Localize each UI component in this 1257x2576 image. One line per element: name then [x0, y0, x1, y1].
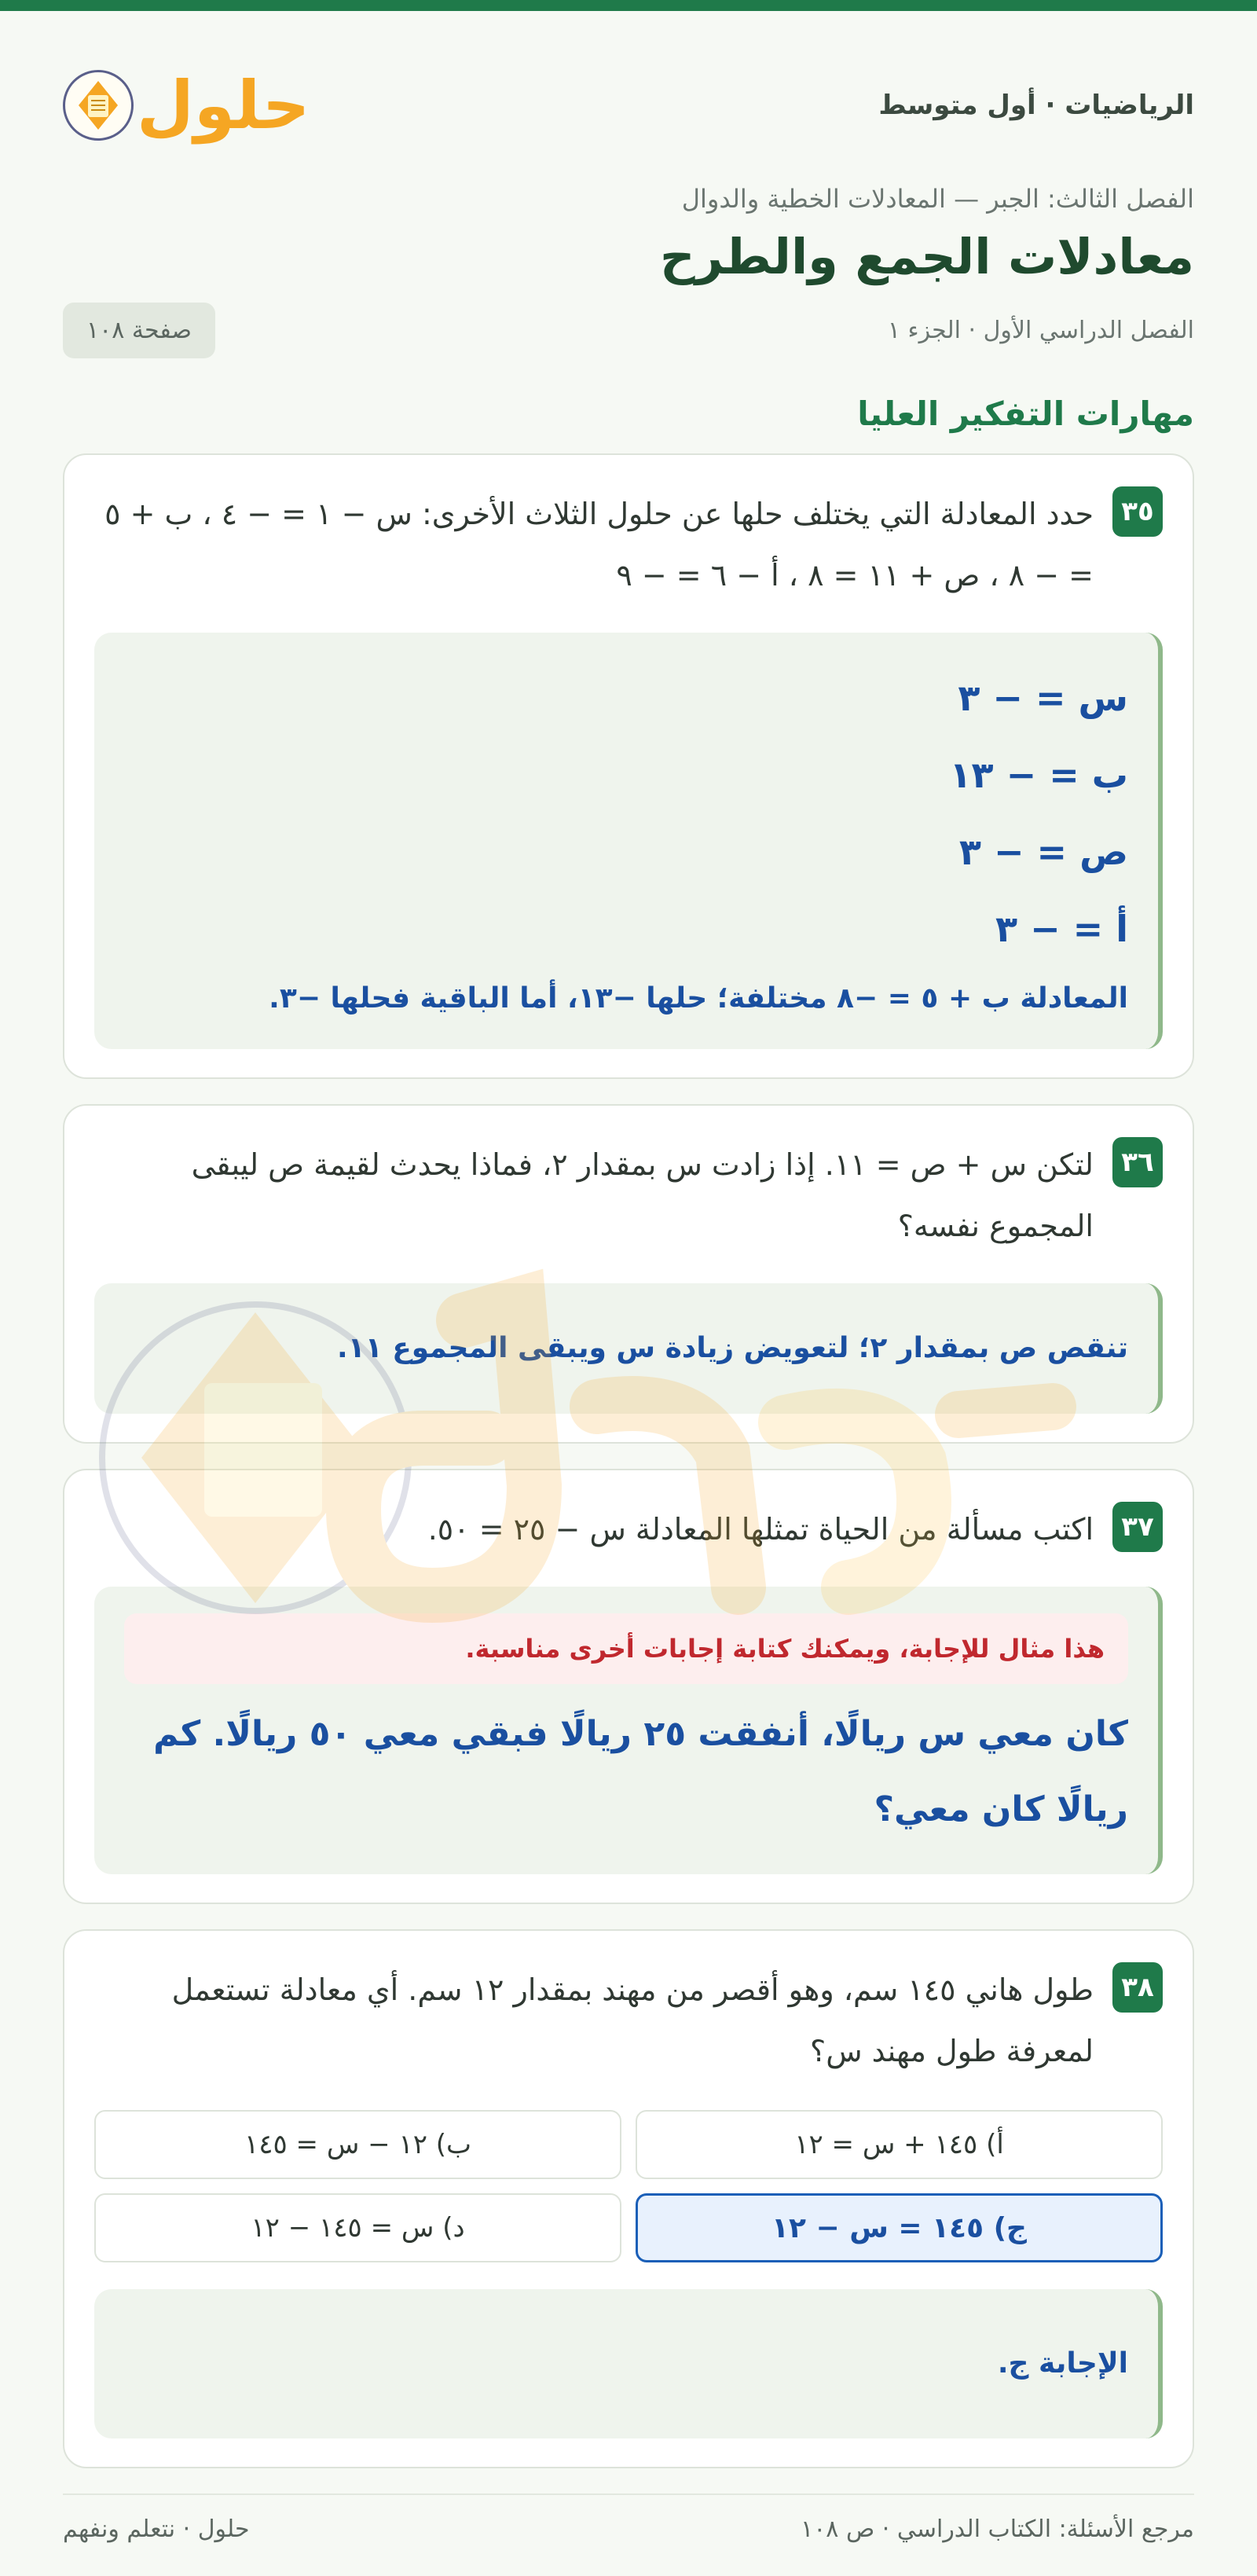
question-card-35 [63, 453, 1194, 1079]
answer-box [94, 1283, 1163, 1414]
lesson-meta [63, 303, 1194, 358]
answer-text: الإجابة ج. [997, 2347, 1128, 2380]
question-text: اكتب مسألة من الحياة تمثلها المعادلة س − ٢٥ = ٥٠. [427, 1512, 1094, 1547]
footer-reference: مرجع الأسئلة: الكتاب الدراسي · ص ١٠٨ [801, 2515, 1194, 2543]
question-text: حدد المعادلة التي يختلف حلها عن حلول الثلاث الأخرى: س − ١ = − ٤ ، ب + ٥ = − ٨ ، ص + ١١ = ٨ ، أ − ٦ = − ٩ [104, 497, 1094, 593]
answer-text: كان معي س ريالًا، أنفقت ٢٥ ريالًا فبقي معي ٥٠ ريالًا. كم ريالًا كان معي؟ [153, 1714, 1128, 1829]
answer-line: ب = − ١٣ [949, 754, 1128, 796]
answer-options [94, 2110, 1163, 2262]
answer-box [94, 1587, 1163, 1874]
question-card-36 [63, 1104, 1194, 1444]
question-card-37 [63, 1469, 1194, 1904]
question-text: طول هاني ١٤٥ سم، وهو أقصر من مهند بمقدار ١٢ سم. أي معادلة تستعمل لمعرفة طول مهند س؟ [171, 1972, 1094, 2068]
page-content [0, 11, 1257, 2543]
top-accent-bar [0, 0, 1257, 11]
answer-box [94, 633, 1163, 1049]
answer-box [94, 2289, 1163, 2438]
section-title: مهارات التفكير العليا [857, 394, 1194, 433]
answer-text: تنقص ص بمقدار ٢؛ لتعويض زيادة س ويبقى المجموع ١١. [337, 1332, 1128, 1364]
question-card-38 [63, 1929, 1194, 2468]
answer-line: ص = − ٣ [958, 831, 1128, 873]
subject-label: الرياضيات · أول متوسط [878, 90, 1194, 121]
page-title: معادلات الجمع والطرح [660, 228, 1194, 285]
question-text: لتكن س + ص = ١١. إذا زادت س بمقدار ٢، فماذا يحدث لقيمة ص ليبقى المجموع نفسه؟ [191, 1147, 1094, 1243]
brand-logo[interactable] [63, 67, 310, 144]
page-header [63, 11, 1194, 192]
answer-line: أ = − ٣ [995, 908, 1128, 950]
semester-label: الفصل الدراسي الأول · الجزء ١ [887, 317, 1194, 344]
answer-conclusion: المعادلة ب + ٥ = −٨ مختلفة؛ حلها −١٣، أما الباقية فحلها −٣. [269, 982, 1128, 1015]
question-number-badge: ٣٥ [1112, 486, 1163, 537]
option-c-correct[interactable]: ج) ١٤٥ = س − ١٢ [636, 2193, 1163, 2262]
question-number-badge: ٣٦ [1112, 1137, 1163, 1187]
page-footer [63, 2493, 1194, 2543]
brand-name: حلول [137, 67, 310, 144]
option-b[interactable]: ب) ١٢ − س = ١٤٥ [94, 2110, 621, 2179]
chapter-label: الفصل الثالث: الجبر — المعادلات الخطية والدوال [681, 184, 1194, 214]
question-number-badge: ٣٨ [1112, 1962, 1163, 2013]
page-number-badge: صفحة ١٠٨ [63, 303, 215, 358]
option-a[interactable]: أ) ١٤٥ + س = ١٢ [636, 2110, 1163, 2179]
option-d[interactable]: د) س = ١٤٥ − ١٢ [94, 2193, 621, 2262]
footer-tagline: حلول · نتعلم ونفهم [63, 2515, 250, 2543]
question-number-badge: ٣٧ [1112, 1502, 1163, 1552]
example-notice: هذا مثال للإجابة، ويمكنك كتابة إجابات أخرى مناسبة. [124, 1613, 1128, 1684]
answer-line: س = − ٣ [958, 677, 1128, 719]
book-icon [63, 70, 134, 141]
